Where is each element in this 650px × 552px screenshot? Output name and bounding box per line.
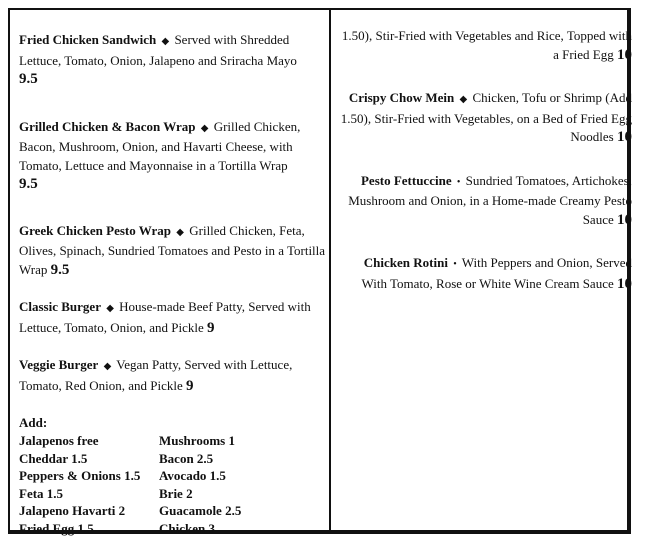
add-on-item: Mushrooms 1 (159, 433, 235, 448)
item-separator: • (453, 259, 457, 270)
item-description: With Peppers and Onion, Served With Tomato, Rose or White Wine Cream Sauce (361, 255, 632, 291)
add-ons-grid (19, 432, 327, 538)
right-column (338, 27, 632, 293)
item-name: Chicken Rotini (363, 255, 448, 270)
item-description: Vegan Patty, Served with Lettuce, Tomato, Red Onion, and Pickle (19, 357, 293, 393)
item-separator: ◆ (176, 226, 184, 238)
menu-item-continued (338, 27, 632, 64)
add-on-item: Fried Egg 1.5 (19, 520, 94, 536)
item-description: House-made Beef Patty, Served with Lettuce, Tomato, Onion, and Pickle (19, 299, 311, 335)
add-on-item: Chicken 3 (159, 520, 215, 536)
item-price: 10 (617, 211, 632, 228)
column-divider (329, 8, 331, 534)
menu-item (19, 118, 327, 194)
item-description: Sundried Tomatoes, Artichokes, Mushroom and Onion, in a Home-made Creamy Pesto Sauce (348, 172, 632, 227)
item-price: 9.5 (19, 176, 38, 192)
item-description: 1.50), Stir-Fried with Vegetables and Rice, Topped with a Fried Egg (341, 28, 632, 62)
item-price: 9 (207, 319, 215, 336)
menu-item (338, 254, 632, 293)
menu-item (19, 298, 327, 337)
item-description: Grilled Chicken, Feta, Olives, Spinach, Sundried Tomatoes and Pesto in a Tortilla Wrap (19, 222, 326, 277)
item-description: Chicken, Tofu or Shrimp (Add 1.50), Stir-Fried with Vegetables, on a Bed of Fried Egg Noodles (340, 90, 632, 144)
item-price: 9 (185, 377, 194, 394)
item-name: Classic Burger (19, 299, 101, 314)
item-name: Crispy Chow Mein (348, 90, 455, 105)
left-column (19, 31, 327, 538)
item-description: Grilled Chicken, Bacon, Mushroom, Onion, and Havarti Cheese, with Tomato, Lettuce and Mayonnaise in a Tortilla Wrap (19, 118, 301, 173)
add-on-item: Feta 1.5 (19, 485, 64, 501)
add-on-item: Cheddar 1.5 (19, 450, 88, 466)
add-ons-title: Add: (19, 415, 48, 430)
item-price: 9.5 (50, 261, 70, 278)
item-separator: ◆ (103, 361, 112, 372)
item-price: 10 (617, 129, 632, 145)
item-separator: ◆ (459, 94, 468, 105)
item-price: 10 (617, 275, 632, 292)
item-name: Fried Chicken Sandwich (19, 32, 157, 47)
add-on-item: Guacamole 2.5 (159, 503, 242, 519)
menu-item (338, 172, 632, 230)
item-description: Served with Shredded Lettuce, Tomato, Onion, Jalapeno and Sriracha Mayo (19, 32, 297, 68)
add-on-item: Brie 2 (159, 485, 193, 501)
add-on-item: Jalapeno Havarti 2 (19, 503, 126, 519)
item-name: Greek Chicken Pesto Wrap (19, 222, 172, 238)
menu-item (338, 89, 632, 147)
item-name: Pesto Fettuccine (360, 172, 452, 188)
item-name: Veggie Burger (19, 357, 99, 372)
add-on-item: Peppers & Onions 1.5 (19, 468, 141, 484)
add-ons-section (19, 414, 327, 538)
item-price: 9.5 (19, 71, 38, 87)
add-on-item: Bacon 2.5 (159, 450, 214, 466)
item-separator: ◆ (200, 122, 209, 134)
add-on-item: Avocado 1.5 (159, 468, 226, 484)
item-separator: ◆ (106, 303, 114, 314)
menu-item (19, 31, 327, 89)
menu-item (19, 356, 327, 395)
add-on-item: Jalapenos free (19, 433, 99, 448)
item-price: 10 (617, 46, 632, 63)
item-separator: • (456, 176, 461, 188)
item-name: Grilled Chicken & Bacon Wrap (19, 118, 196, 134)
menu-item (19, 222, 327, 280)
item-separator: ◆ (161, 36, 170, 47)
